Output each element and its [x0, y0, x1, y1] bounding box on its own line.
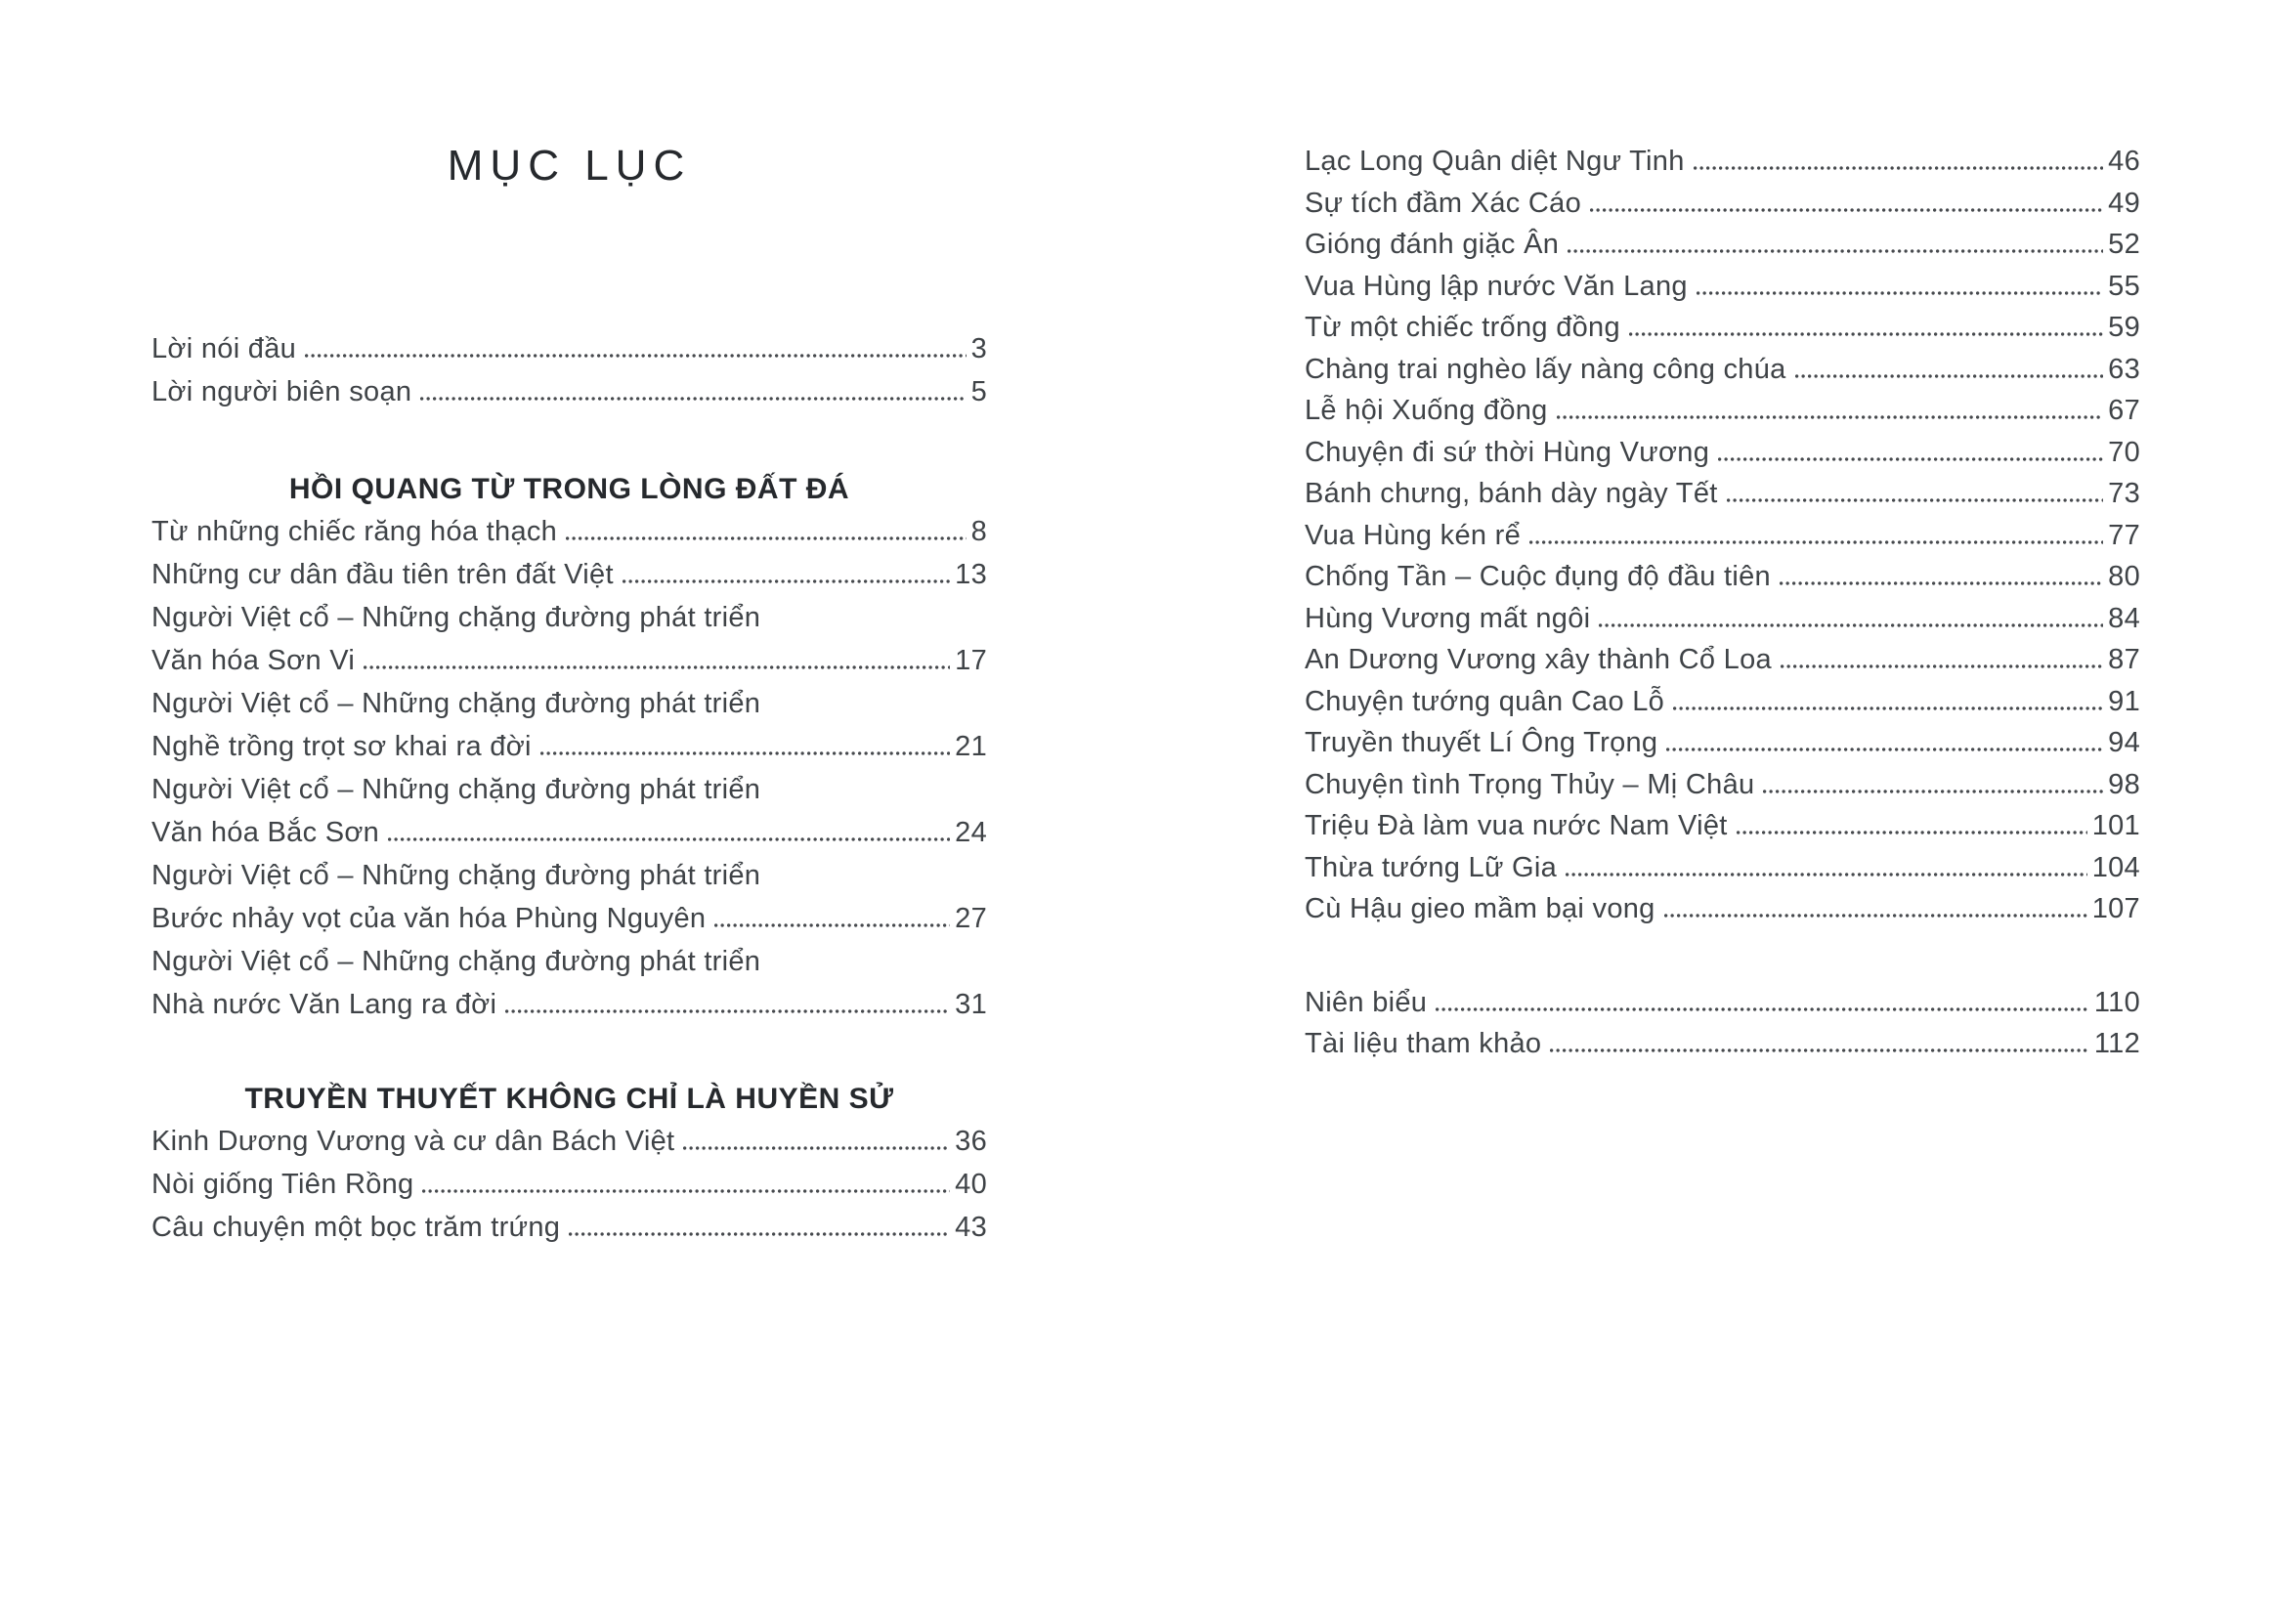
- dot-leader: [1795, 374, 2104, 378]
- toc-entry-title: Kinh Dương Vương và cư dân Bách Việt: [151, 1126, 675, 1157]
- dot-leader: [1557, 415, 2104, 419]
- toc-entry: [1305, 758, 2140, 800]
- dot-leader: [1737, 831, 2087, 834]
- toc-entry: [151, 548, 987, 591]
- dot-leader: [422, 1189, 950, 1193]
- dot-leader: [1694, 166, 2103, 170]
- toc-entry: [1305, 799, 2140, 841]
- dot-leader: [1718, 457, 2103, 461]
- toc-entry-title: Văn hóa Bắc Sơn: [151, 817, 380, 848]
- toc-entry-title: Triệu Đà làm vua nước Nam Việt: [1305, 810, 1728, 841]
- toc-entry-title: Người Việt cổ – Những chặng đường phát triển: [151, 602, 761, 633]
- toc-entry-title: Bước nhảy vọt của văn hóa Phùng Nguyên: [151, 903, 707, 934]
- toc-entry: [1305, 384, 2140, 426]
- dot-leader: [1664, 914, 2087, 918]
- toc-entry-title: Câu chuyện một bọc trăm trứng: [151, 1212, 561, 1243]
- toc-entry: [1305, 260, 2140, 302]
- dot-leader: [566, 536, 966, 540]
- toc-entry-title: Người Việt cổ – Những chặng đường phát triển: [151, 946, 761, 977]
- dot-leader: [1436, 1007, 2089, 1011]
- toc-entry-page: 107: [2091, 893, 2140, 924]
- toc-entry-title: Vua Hùng lập nước Văn Lang: [1305, 270, 1688, 302]
- toc-entry-title: Lời người biên soạn: [151, 376, 412, 407]
- toc-entry-title: Nòi giống Tiên Rồng: [151, 1169, 414, 1200]
- right-entries-list: [1305, 135, 2140, 924]
- toc-entry: [1305, 177, 2140, 219]
- toc-entry: [1305, 426, 2140, 468]
- dot-leader: [1550, 1048, 2089, 1052]
- toc-entry: [151, 677, 987, 720]
- section-2-list: [151, 1115, 987, 1244]
- toc-entry: [1305, 882, 2140, 924]
- toc-entry-page: 52: [2108, 229, 2140, 260]
- toc-entry: [151, 935, 987, 978]
- toc-entry: [1305, 716, 2140, 758]
- toc-entry-title: Lạc Long Quân diệt Ngư Tinh: [1305, 146, 1685, 177]
- toc-entry-page: 73: [2108, 478, 2140, 509]
- toc-entry-page: 112: [2093, 1028, 2140, 1059]
- toc-entry: [151, 849, 987, 892]
- toc-entry: [1305, 592, 2140, 634]
- page-title: MỤC LỤC: [447, 142, 692, 190]
- toc-entry: [151, 505, 987, 548]
- dot-leader: [1781, 664, 2103, 668]
- toc-entry-title: Nghề trồng trọt sơ khai ra đời: [151, 731, 532, 762]
- toc-entry-title: Hùng Vương mất ngôi: [1305, 602, 1591, 634]
- toc-entry: [1305, 976, 2140, 1018]
- toc-entry-page: 84: [2108, 602, 2140, 634]
- toc-entry: [1305, 218, 2140, 260]
- toc-entry: [1305, 633, 2140, 675]
- toc-entry-title: An Dương Vương xây thành Cổ Loa: [1305, 644, 1772, 675]
- toc-entry: [151, 978, 987, 1021]
- toc-entry: [151, 1115, 987, 1158]
- back-matter-list: [1305, 976, 2140, 1059]
- toc-entry-page: 104: [2091, 851, 2140, 883]
- toc-entry: [1305, 301, 2140, 343]
- dot-leader: [1763, 790, 2103, 793]
- toc-entry: [1305, 675, 2140, 717]
- toc-entry-title: Sự tích đầm Xác Cáo: [1305, 187, 1582, 219]
- toc-entry-title: Tài liệu tham khảo: [1305, 1028, 1542, 1059]
- toc-entry: [151, 806, 987, 849]
- dot-leader: [683, 1146, 950, 1150]
- section-1-list: [151, 505, 987, 1021]
- toc-entry-title: Lễ hội Xuống đồng: [1305, 395, 1548, 426]
- toc-entry: [151, 1201, 987, 1244]
- toc-entry-page: 49: [2108, 187, 2140, 219]
- dot-leader: [540, 751, 950, 755]
- dot-leader: [505, 1009, 950, 1013]
- toc-entry: [1305, 135, 2140, 177]
- toc-entry-title: Thừa tướng Lữ Gia: [1305, 851, 1558, 883]
- dot-leader: [1697, 291, 2103, 295]
- section-heading-truyen-thuyet: TRUYỀN THUYẾT KHÔNG CHỈ LÀ HUYỀN SỬ: [244, 1083, 894, 1115]
- toc-entry-page: 59: [2108, 312, 2140, 343]
- toc-entry-page: 55: [2108, 270, 2140, 302]
- toc-entry-page: 70: [2108, 436, 2140, 468]
- toc-entry-title: Bánh chưng, bánh dày ngày Tết: [1305, 478, 1718, 509]
- toc-entry-page: 101: [2091, 810, 2140, 841]
- dot-leader: [1666, 748, 2103, 751]
- dot-leader: [1629, 332, 2103, 336]
- toc-entry-page: 80: [2108, 561, 2140, 592]
- toc-entry: [151, 634, 987, 677]
- toc-entry-page: 3: [970, 333, 987, 364]
- toc-entry-title: Vua Hùng kén rể: [1305, 519, 1522, 551]
- toc-entry-title: Gióng đánh giặc Ân: [1305, 229, 1560, 260]
- dot-leader: [420, 397, 966, 401]
- toc-entry-page: 36: [955, 1126, 987, 1157]
- toc-entry: [151, 892, 987, 935]
- dot-leader: [364, 665, 950, 669]
- toc-entry-title: Chống Tần – Cuộc đụng độ đầu tiên: [1305, 561, 1771, 592]
- toc-entry-page: 87: [2108, 644, 2140, 675]
- toc-entry-title: Từ một chiếc trống đồng: [1305, 312, 1620, 343]
- dot-leader: [305, 354, 966, 358]
- dot-leader: [1529, 540, 2103, 544]
- toc-entry-title: Những cư dân đầu tiên trên đất Việt: [151, 559, 614, 590]
- toc-entry-title: Chuyện tình Trọng Thủy – Mị Châu: [1305, 768, 1755, 800]
- toc-entry-page: 40: [955, 1169, 987, 1200]
- dot-leader: [1727, 498, 2104, 502]
- toc-entry: [1305, 550, 2140, 592]
- dot-leader: [569, 1232, 950, 1236]
- toc-entry-page: 17: [955, 645, 987, 676]
- toc-entry-title: Người Việt cổ – Những chặng đường phát triển: [151, 774, 761, 805]
- toc-entry-title: Văn hóa Sơn Vi: [151, 645, 356, 676]
- front-matter-list: [151, 322, 987, 408]
- toc-entry-page: 91: [2108, 685, 2140, 717]
- toc-entry-title: Nhà nước Văn Lang ra đời: [151, 989, 497, 1020]
- toc-entry-title: Chuyện đi sứ thời Hùng Vương: [1305, 436, 1710, 468]
- toc-entry-title: Từ những chiếc răng hóa thạch: [151, 516, 558, 547]
- dot-leader: [1566, 873, 2087, 876]
- toc-entry: [151, 591, 987, 634]
- dot-leader: [1568, 249, 2103, 253]
- toc-left-column: [151, 0, 987, 1244]
- toc-entry-title: Người Việt cổ – Những chặng đường phát triển: [151, 688, 761, 719]
- toc-entry-page: 67: [2108, 395, 2140, 426]
- toc-entry: [151, 720, 987, 763]
- toc-entry-title: Cù Hậu gieo mầm bại vong: [1305, 893, 1655, 924]
- dot-leader: [1780, 581, 2103, 585]
- toc-entry-page: 24: [955, 817, 987, 848]
- toc-entry-page: 8: [970, 516, 987, 547]
- toc-entry-title: Lời nói đầu: [151, 333, 297, 364]
- toc-entry-page: 46: [2108, 146, 2140, 177]
- toc-entry-page: 43: [955, 1212, 987, 1243]
- dot-leader: [1673, 706, 2103, 710]
- dot-leader: [388, 837, 950, 841]
- toc-entry-title: Niên biểu: [1305, 986, 1428, 1018]
- toc-entry-page: 21: [955, 731, 987, 762]
- toc-entry: [151, 763, 987, 806]
- toc-entry-page: 31: [955, 989, 987, 1020]
- toc-entry: [1305, 343, 2140, 385]
- toc-entry-title: Chuyện tướng quân Cao Lỗ: [1305, 685, 1665, 717]
- toc-entry-page: 5: [970, 376, 987, 407]
- toc-entry-title: Chàng trai nghèo lấy nàng công chúa: [1305, 353, 1786, 385]
- toc-right-column: [1305, 0, 2140, 1059]
- toc-entry: [1305, 467, 2140, 509]
- section-heading-hoi-quang: HỒI QUANG TỪ TRONG LÒNG ĐẤT ĐÁ: [288, 473, 850, 505]
- toc-entry: [151, 365, 987, 408]
- toc-entry-page: 27: [955, 903, 987, 934]
- toc-entry-page: 94: [2108, 727, 2140, 758]
- toc-entry-title: Truyền thuyết Lí Ông Trọng: [1305, 727, 1658, 758]
- dot-leader: [714, 923, 950, 927]
- dot-leader: [623, 579, 950, 583]
- toc-entry: [151, 1158, 987, 1201]
- toc-entry-page: 13: [955, 559, 987, 590]
- dot-leader: [1590, 208, 2103, 212]
- toc-entry: [1305, 509, 2140, 551]
- dot-leader: [1599, 623, 2103, 627]
- toc-entry-page: 63: [2108, 353, 2140, 385]
- toc-entry-title: Người Việt cổ – Những chặng đường phát triển: [151, 860, 761, 891]
- toc-entry-page: 98: [2108, 768, 2140, 800]
- toc-entry: [1305, 841, 2140, 883]
- toc-entry: [151, 322, 987, 365]
- toc-entry-page: 110: [2093, 986, 2140, 1018]
- toc-entry: [1305, 1017, 2140, 1059]
- toc-entry-page: 77: [2108, 519, 2140, 551]
